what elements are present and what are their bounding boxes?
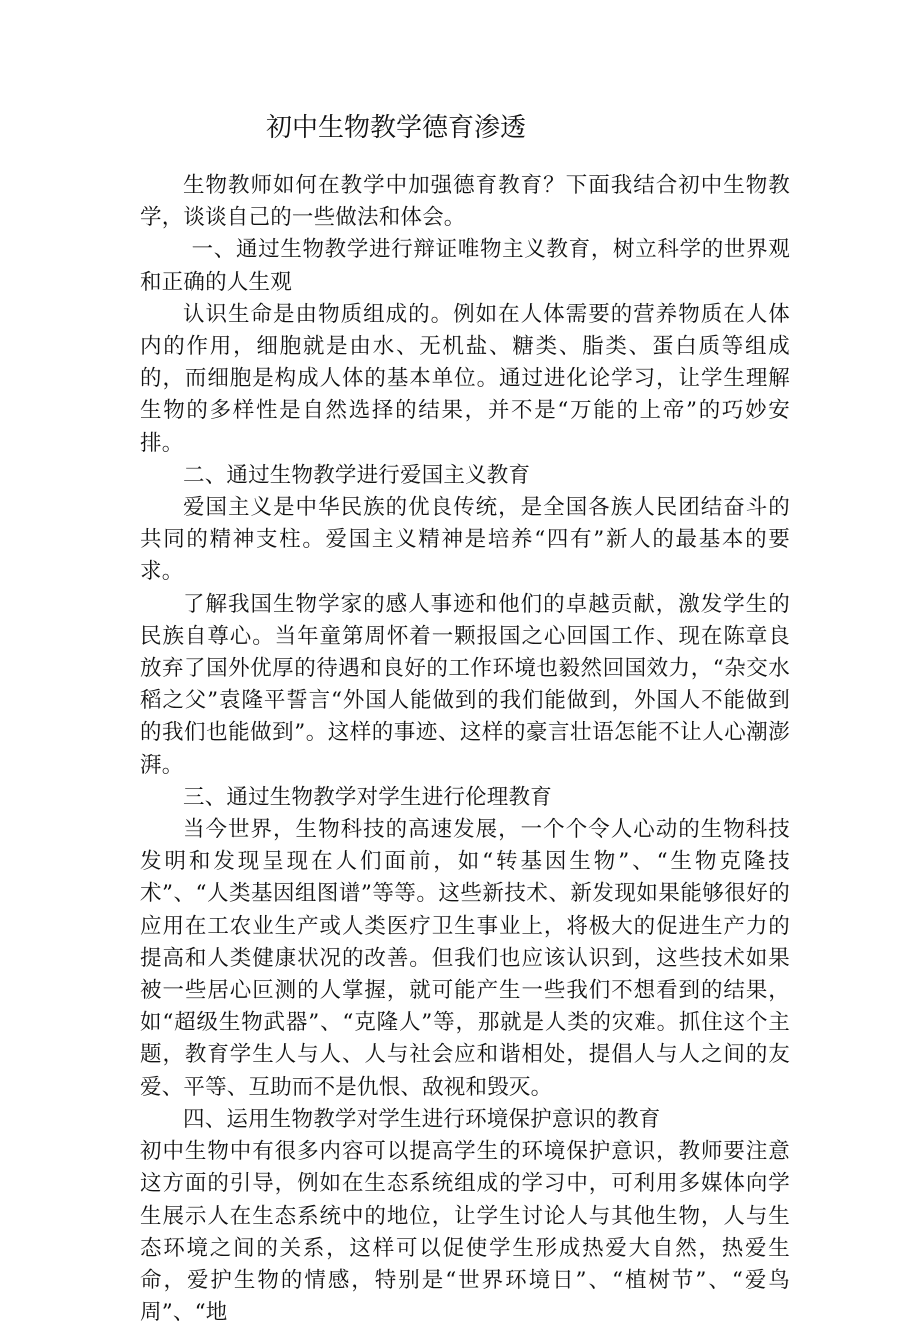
section-2-paragraph-1: 爱国主义是中华民族的优良传统，是全国各族人民团结奋斗的共同的精神支柱。爱国主义精神是培养“四有”新人的最基本的要求。 bbox=[140, 495, 790, 585]
document-title: 初中生物教学德育渗透 bbox=[266, 113, 527, 143]
section-2-paragraph-2: 了解我国生物学家的感人事迹和他们的卓越贡献，激发学生的民族自尊心。当年童第周怀着一颗报国之心回国工作、现在陈章良放弃了国外优厚的待遇和良好的工作环境也毅然回国效力，“杂交水稻之父”袁隆平誓言“外国人能做到的我们能做到，外国人不能做到的我们也能做到”。这样的事迹、这样的豪言壮语怎能不让人心潮澎湃。 bbox=[140, 591, 790, 778]
section-heading-2: 二、通过生物教学进行爱国主义教育 bbox=[183, 462, 531, 488]
section-heading-4: 四、运用生物教学对学生进行环境保护意识的教育 bbox=[183, 1106, 661, 1132]
document-body bbox=[140, 170, 790, 1329]
section-4-paragraph: 初中生物中有很多内容可以提高学生的环境保护意识，教师要注意这方面的引导，例如在生态系统组成的学习中，可利用多媒体向学生展示人在生态系统中的地位，让学生讨论人与其他生物，人与生态环境之间的关系，这样可以促使学生形成热爱大自然，热爱生命，爱护生物的情感，特别是“世界环境日”、“植树节”、“爱鸟周”、“地 bbox=[140, 1139, 790, 1326]
intro-paragraph: 生物教师如何在教学中加强德育教育？下面我结合初中生物教学，谈谈自己的一些做法和体会。 bbox=[140, 173, 790, 231]
section-1-paragraph: 认识生命是由物质组成的。例如在人体需要的营养物质在人体内的作用，细胞就是由水、无机盐、糖类、脂类、蛋白质等组成的，而细胞是构成人体的基本单位。通过进化论学习，让学生理解生物的多样性是自然选择的结果，并不是“万能的上帝”的巧妙安排。 bbox=[140, 301, 790, 456]
section-heading-3: 三、通过生物教学对学生进行伦理教育 bbox=[183, 784, 552, 810]
section-heading-1: 一、通过生物教学进行辩证唯物主义教育，树立科学的世界观和正确的人生观 bbox=[140, 237, 790, 295]
section-3-paragraph: 当今世界，生物科技的高速发展，一个个令人心动的生物科技发明和发现呈现在人们面前，如“转基因生物”、“生物克隆技术”、“人类基因组图谱”等等。这些新技术、新发现如果能够很好的应用在工农业生产或人类医疗卫生事业上，将极大的促进生产力的提高和人类健康状况的改善。但我们也应该认识到，这些技术如果被一些居心叵测的人掌握，就可能产生一些我们不想看到的结果，如“超级生物武器”、“克隆人”等，那就是人类的灾难。抓住这个主题，教育学生人与人、人与社会应和谐相处，提倡人与人之间的友爱、平等、互助而不是仇恨、敌视和毁灭。 bbox=[140, 817, 790, 1100]
